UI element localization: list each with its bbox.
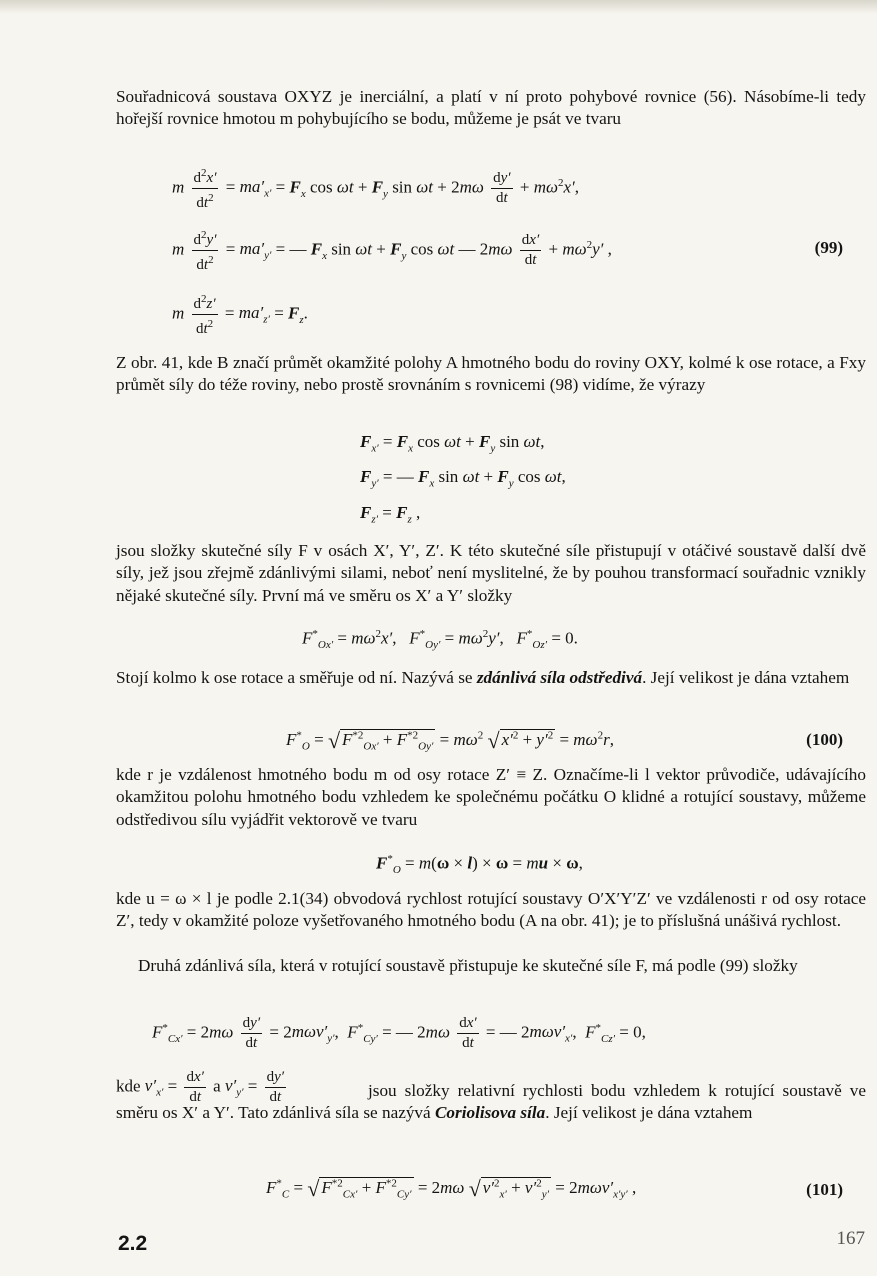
equation-99-line1: m $\frac{d^2x'}{dt^2}$ = $ma'_{x'} = F_x$ $\cos \omega t + F_y$ sin ωt + 2mω $\frac{dy'}{dt}$ + $m\omega^2x'$, (172, 164, 579, 213)
page-number: 167 (836, 1228, 865, 1249)
word-kde: kde (116, 1076, 141, 1096)
paragraph-centrifugal-a: Stojí kolmo k ose rotace a směřuje od ní. Nazývá se (116, 668, 477, 687)
term-centrifugal-force: zdánlivá síla odstředivá (476, 668, 643, 687)
paragraph-intro: Souřadnicová soustava OXYZ je inerciální, a platí v ní proto pohybové rovnice (56). Násobíme-li tedy hořejší rovnice hmotou m pohybujícího se bodu, můžeme je psát ve tvaru (116, 87, 866, 129)
paragraph-radius-vector: kde r je vzdálenost hmotného bodu m od osy rotace Z′ ≡ Z. Označíme-li l vektor průvodiče, udávajícího okamžitou polohu hmotného bodu vzhledem ke společnému počátku O klidné a rotující soustavy, můžeme odstředivou sílu vyjádřit vektorově ve tvaru (116, 765, 866, 829)
equation-fx-prime: $F_{x'} = F_x$ $\cos \omega t + F_y$ sin ωt, (360, 432, 545, 455)
equation-99-line3: m $\frac{d^2z'}{dt^2}$ = $ma'_{z'} = F_z$. (172, 290, 308, 339)
equation-101: $F^*_C$ = √ $F^{*2}_{Cx'} + F^{*2}_{Cy'} = 2m\omega$ √ $v'^2_{x'} + v'^2_{y'} = 2m\omega v'_{x'y'}$ , (266, 1176, 637, 1201)
paragraph-real-force: jsou složky skutečné síly F v osách X′, Y′, Z′. K této skutečné síle přistupují v otáčivé soustavě další dvě síly, jež jsou zřejmě zdánlivými silami, neboť není myslitelné, že by pouhou transformací souřadnic vznikly nějaké skutečné síly. První má ve směru os X′ a Y′ složky (116, 541, 866, 605)
equation-number-99: (99) (814, 238, 843, 257)
paragraph-coriolis-b: . Její velikost je dána vztahem (545, 1103, 753, 1123)
equation-fz-prime: $F_{z'} = F_z$ , (360, 503, 421, 526)
equation-number-101: (101) (806, 1180, 843, 1199)
equation-100: $F^*_O$ = √ $F^{*2}_{Ox'} + F^{*2}_{Oy'} = m\omega^2$ √ $x'^2 + y'^2 = m\omega^2r$, (286, 728, 614, 753)
equation-relative-velocity: kde $v'_{x'}$ = $\frac{dx'}{dt}$ a $v'_{y'}$ = $\frac{dy'}{dt}$ (116, 1069, 285, 1105)
scan-edge (0, 0, 877, 14)
paragraph-centrifugal-b: . Její velikost je dána vztahem (642, 668, 850, 687)
paragraph-projection: Z obr. 41, kde B značí průmět okamžité polohy A hmotného bodu do roviny OXY, kolmé k ose rotace, a Fxy průmět síly do téže roviny, nebo prostě srovnáním s rovnicemi (98) vidíme, že výrazy (116, 353, 866, 395)
term-coriolis-force: Coriolisova síla (434, 1103, 546, 1123)
paragraph-coriolis-a: jsou složky relativní rychlosti bodu vzhledem k rotující soustavě ve směru os X′ a Y′. Tato zdánlivá síla se nazývá (116, 1081, 866, 1123)
equation-centrifugal-components: $F^*_{Ox'} = m\omega^2x'$, $F^*_{Oy'} = m\omega^2y'$, $F^*_{Oz'} = 0$. (302, 628, 578, 652)
equation-99-line2: m $\frac{d^2y'}{dt^2}$ = $ma'_{y'}$ = — $F_x$ $\sin \omega t + F_y$ cos ωt — 2mω $\frac{dx'}{dt}$ + $m\omega^2y'$ , (172, 226, 612, 275)
paragraph-coriolis (116, 1080, 866, 1125)
paragraph-centrifugal (116, 667, 866, 689)
paragraph-second-force: Druhá zdánlivá síla, která v rotující soustavě přistupuje ke skutečné síle F, má podle (99) složky (138, 956, 798, 975)
section-number: 2.2 (118, 1232, 148, 1255)
equation-centrifugal-vector: $F^*_O = m(\omega \times l) \times \omega$ = mu × ω, (376, 853, 583, 877)
equation-fy-prime: $F_{y'}$ = — $F_x$ $\sin \omega t + F_y$ cos ωt, (360, 467, 566, 490)
equation-coriolis-components: $F^*_{Cx'} = 2m\omega$ $\frac{dy'}{dt}$ = $2m\omega v'_{y'}$, $F^*_{Cy'}$ = — 2mω $\frac{dx'}{dt}$ = — $2m\omega v'_{x'}$, $F^*_{Cz'} = 0$, (152, 1015, 646, 1051)
paragraph-transport-velocity: kde u = ω × l je podle 2.1(34) obvodová rychlost rotující soustavy O′X′Y′Z′ ve vzdálenosti r od osy rotace Z′, tedy v okamžité poloze vyšetřovaného hmotného bodu (A na obr. 41); je to příslušná unášivá rychlost. (116, 889, 866, 931)
equation-number-100: (100) (806, 730, 843, 749)
word-a: a (213, 1076, 221, 1096)
